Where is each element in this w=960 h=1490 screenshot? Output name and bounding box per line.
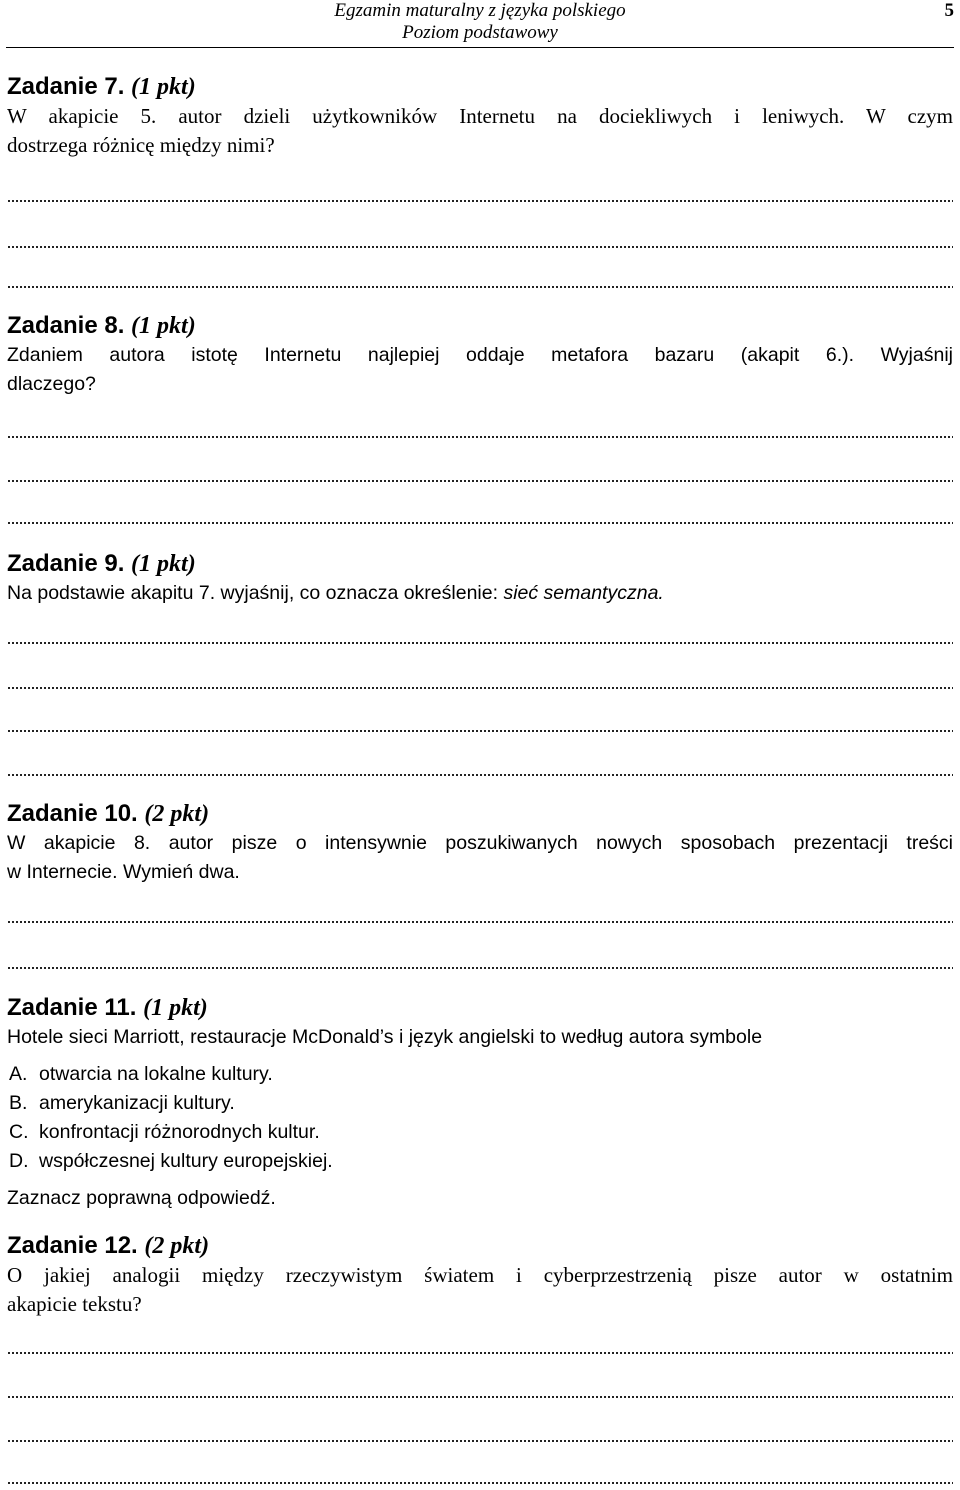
task-11-points: (1 pkt) — [143, 995, 208, 1021]
task-7-question-line2: dostrzega różnicę między nimi? — [7, 133, 275, 157]
task-7-number: Zadanie 7. — [7, 73, 125, 100]
page-number: 5 — [944, 0, 954, 21]
task-12-title — [7, 1231, 953, 1261]
task-9-question-text: Na podstawie akapitu 7. wyjaśnij, co oznacza określenie: — [7, 582, 504, 604]
task-8-number: Zadanie 8. — [7, 312, 125, 339]
task-7-question-line1: W akapicie 5. autor dzieli użytkowników Internetu na dociekliwych i leniwych. W czym — [7, 104, 953, 128]
answer-line[interactable] — [7, 685, 953, 691]
task-10-title — [7, 799, 953, 829]
answer-line[interactable] — [7, 284, 953, 290]
option-letter: A. — [9, 1063, 28, 1085]
task-12-question-line1: O jakiej analogii między rzeczywistym światem i cyberprzestrzenią pisze autor w ostatnim — [7, 1263, 953, 1287]
option-letter: D. — [9, 1150, 29, 1172]
task-12-points: (2 pkt) — [144, 1233, 210, 1259]
task-11-instruction: Zaznacz poprawną odpowiedź. — [7, 1187, 276, 1209]
answer-line[interactable] — [7, 1350, 953, 1356]
task-8-question-line2: dlaczego? — [7, 373, 96, 395]
option-text: amerykanizacji kultury. — [39, 1092, 235, 1114]
task-9-question-term: sieć semantyczna. — [503, 582, 664, 604]
task-12 — [7, 1231, 953, 1319]
task-7 — [7, 72, 953, 160]
task-11-options — [7, 1060, 953, 1176]
exam-title: Egzamin maturalny z języka polskiego — [334, 0, 626, 21]
option-b[interactable] — [7, 1089, 953, 1118]
answer-line[interactable] — [7, 1394, 953, 1400]
answer-line[interactable] — [7, 478, 953, 484]
answer-line[interactable] — [7, 640, 953, 646]
option-c[interactable] — [7, 1118, 953, 1147]
task-7-title — [7, 72, 953, 102]
header-divider — [6, 47, 954, 48]
task-8-question — [7, 341, 953, 399]
task-8-title — [7, 311, 953, 341]
task-10-points: (2 pkt) — [144, 801, 210, 827]
task-10 — [7, 799, 953, 887]
task-8-question-line1: Zdaniem autora istotę Internetu najlepiej oddaje metafora bazaru (akapit 6.). Wyjaśnij — [7, 344, 953, 366]
option-letter: C. — [9, 1121, 29, 1143]
task-10-question-line2: w Internecie. Wymień dwa. — [7, 861, 240, 883]
answer-line[interactable] — [7, 728, 953, 734]
task-10-number: Zadanie 10. — [7, 800, 138, 827]
option-letter: B. — [9, 1092, 28, 1114]
answer-line[interactable] — [7, 434, 953, 440]
answer-line[interactable] — [7, 1480, 953, 1486]
answer-line[interactable] — [7, 198, 953, 204]
option-text: współczesnej kultury europejskiej. — [39, 1150, 333, 1172]
task-9-number: Zadanie 9. — [7, 550, 125, 577]
task-9-question — [7, 579, 953, 608]
task-12-question-line2: akapicie tekstu? — [7, 1292, 142, 1316]
task-7-points: (1 pkt) — [131, 74, 196, 100]
task-9 — [7, 549, 953, 608]
task-9-title — [7, 549, 953, 579]
task-9-points: (1 pkt) — [131, 551, 196, 577]
task-10-question — [7, 829, 953, 887]
option-d[interactable] — [7, 1147, 953, 1176]
task-7-question — [7, 102, 953, 160]
task-12-question — [7, 1261, 953, 1319]
task-10-question-line1: W akapicie 8. autor pisze o intensywnie poszukiwanych nowych sposobach prezentacji treści — [7, 832, 953, 854]
option-a[interactable] — [7, 1060, 953, 1089]
answer-line[interactable] — [7, 772, 953, 778]
option-text: otwarcia na lokalne kultury. — [39, 1063, 273, 1085]
exam-level: Poziom podstawowy — [402, 22, 558, 43]
task-11-number: Zadanie 11. — [7, 994, 137, 1021]
answer-line[interactable] — [7, 1438, 953, 1444]
answer-line[interactable] — [7, 919, 953, 925]
page-header — [0, 0, 960, 48]
task-11-question: Hotele sieci Marriott, restauracje McDonald’s i język angielski to według autora symbole — [7, 1026, 763, 1048]
task-8-points: (1 pkt) — [131, 313, 196, 339]
option-text: konfrontacji różnorodnych kultur. — [39, 1121, 320, 1143]
answer-line[interactable] — [7, 520, 953, 526]
task-11 — [7, 993, 953, 1213]
task-11-title — [7, 993, 953, 1023]
answer-line[interactable] — [7, 965, 953, 971]
task-8 — [7, 311, 953, 399]
answer-line[interactable] — [7, 244, 953, 250]
task-12-number: Zadanie 12. — [7, 1232, 138, 1259]
